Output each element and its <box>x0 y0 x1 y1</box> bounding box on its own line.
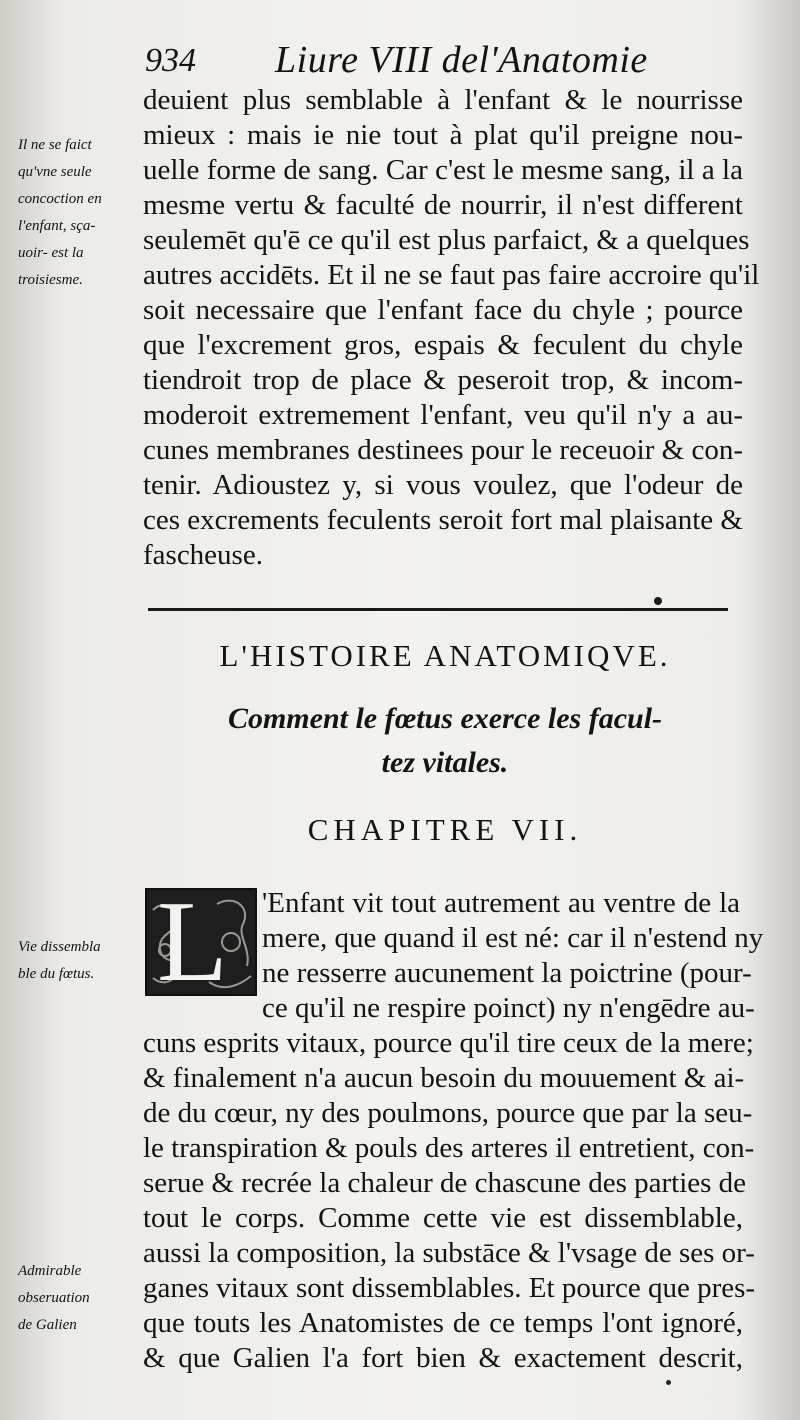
paragraph-1 <box>143 83 760 573</box>
margin-note-dissemblable <box>18 934 143 988</box>
section-subtitle-line-2: tez vitales. <box>381 746 509 779</box>
margin-note-line: concoction en <box>18 191 102 207</box>
divider-ornament-dot <box>654 597 662 605</box>
margin-note-line: Admirable <box>18 1263 82 1279</box>
text-line: mesme vertu & faculté de nourrir, il n'est different <box>143 189 743 221</box>
text-line: le transpiration & pouls des arteres il entretient, con- <box>143 1132 755 1164</box>
margin-note-concoction <box>18 132 143 294</box>
text-line: fascheuse. <box>143 539 263 571</box>
margin-note-line: Il ne se faict <box>18 137 92 153</box>
text-line: tenir. Adioustez y, si vous voulez, que l'odeur de <box>143 469 743 501</box>
text-line: mere, que quand il est né: car il n'estend ny <box>262 922 764 954</box>
text-line: serue & recrée la chaleur de chascune des parties de <box>143 1167 747 1199</box>
text-line: tout le corps. Comme cette vie est dissemblable, <box>143 1202 743 1234</box>
paragraph-2-beside-initial <box>262 886 764 1026</box>
text-line: mieux : mais ie nie tout à plat qu'il preigne nou- <box>143 119 743 151</box>
margin-note-line: qu'vne seule <box>18 164 92 180</box>
stray-ink-mark <box>666 1380 671 1385</box>
paragraph-2 <box>143 1026 756 1376</box>
margin-note-galien <box>18 1258 143 1339</box>
initial-letter: L <box>157 888 228 996</box>
chapter-title: CHAPITRE VII. <box>307 812 583 847</box>
section-title: L'HISTOIRE ANATOMIQVE. <box>219 638 671 673</box>
ornamental-initial <box>145 888 257 996</box>
text-line: soit necessaire que l'enfant face du chyle ; pource <box>143 294 743 326</box>
text-line: ce qu'il ne respire poinct) ny n'engēdre au- <box>262 992 755 1024</box>
running-head <box>145 38 745 88</box>
margin-note-line: de Galien <box>18 1317 77 1333</box>
text-line: ne resserre aucunement la poictrine (pour- <box>262 957 752 989</box>
margin-note-line: uoir- est la <box>18 245 84 261</box>
text-line: moderoit extremement l'enfant, veu qu'il n'y a au- <box>143 399 743 431</box>
divider-line <box>148 608 728 611</box>
text-line: deuient plus semblable à l'enfant & le nourrisse <box>143 84 743 116</box>
text-line: aussi la composition, la substāce & l'vsage de ses or- <box>143 1237 755 1269</box>
margin-note-line: obseruation <box>18 1290 90 1306</box>
text-line: 'Enfant vit tout autrement au ventre de la <box>262 887 740 919</box>
text-line: de du cœur, ny des poulmons, pource que par la seu- <box>143 1097 753 1129</box>
text-line: que touts les Anatomistes de ce temps l'ont ignoré, <box>143 1307 743 1339</box>
text-line: & que Galien l'a fort bien & exactement descrit, <box>143 1342 743 1374</box>
margin-note-line: Vie dissembla <box>18 939 101 955</box>
margin-note-line: ble du fœtus. <box>18 966 95 982</box>
text-line: tiendroit trop de place & peseroit trop, & incom- <box>143 364 743 396</box>
text-line: cuns esprits vitaux, pource qu'il tire ceux de la mere; <box>143 1027 754 1059</box>
text-line: ganes vitaux sont dissemblables. Et pource que pres- <box>143 1272 756 1304</box>
running-head-title: Liure VIII del'Anatomie <box>275 39 648 81</box>
text-line: cunes membranes destinees pour le receuoir & con- <box>143 434 743 466</box>
section-divider <box>148 603 728 613</box>
text-line: & finalement n'a aucun besoin du mouuement & ai- <box>143 1062 745 1094</box>
section-subtitle-line-1: Comment le fœtus exerce les facul- <box>227 702 663 735</box>
margin-note-line: l'enfant, sça- <box>18 218 96 234</box>
text-line: ces excrements feculents seroit fort mal plaisante & <box>143 504 743 536</box>
text-line: autres accidēts. Et il ne se faut pas faire accroire qu'il <box>143 259 760 291</box>
margin-note-line: troisiesme. <box>18 272 83 288</box>
page-number: 934 <box>145 42 196 79</box>
text-line: que l'excrement gros, espais & feculent du chyle <box>143 329 743 361</box>
text-line: uelle forme de sang. Car c'est le mesme sang, il a la <box>143 154 743 186</box>
text-line: seulemēt qu'ē ce qu'il est plus parfaict, & a quelques <box>143 224 750 256</box>
